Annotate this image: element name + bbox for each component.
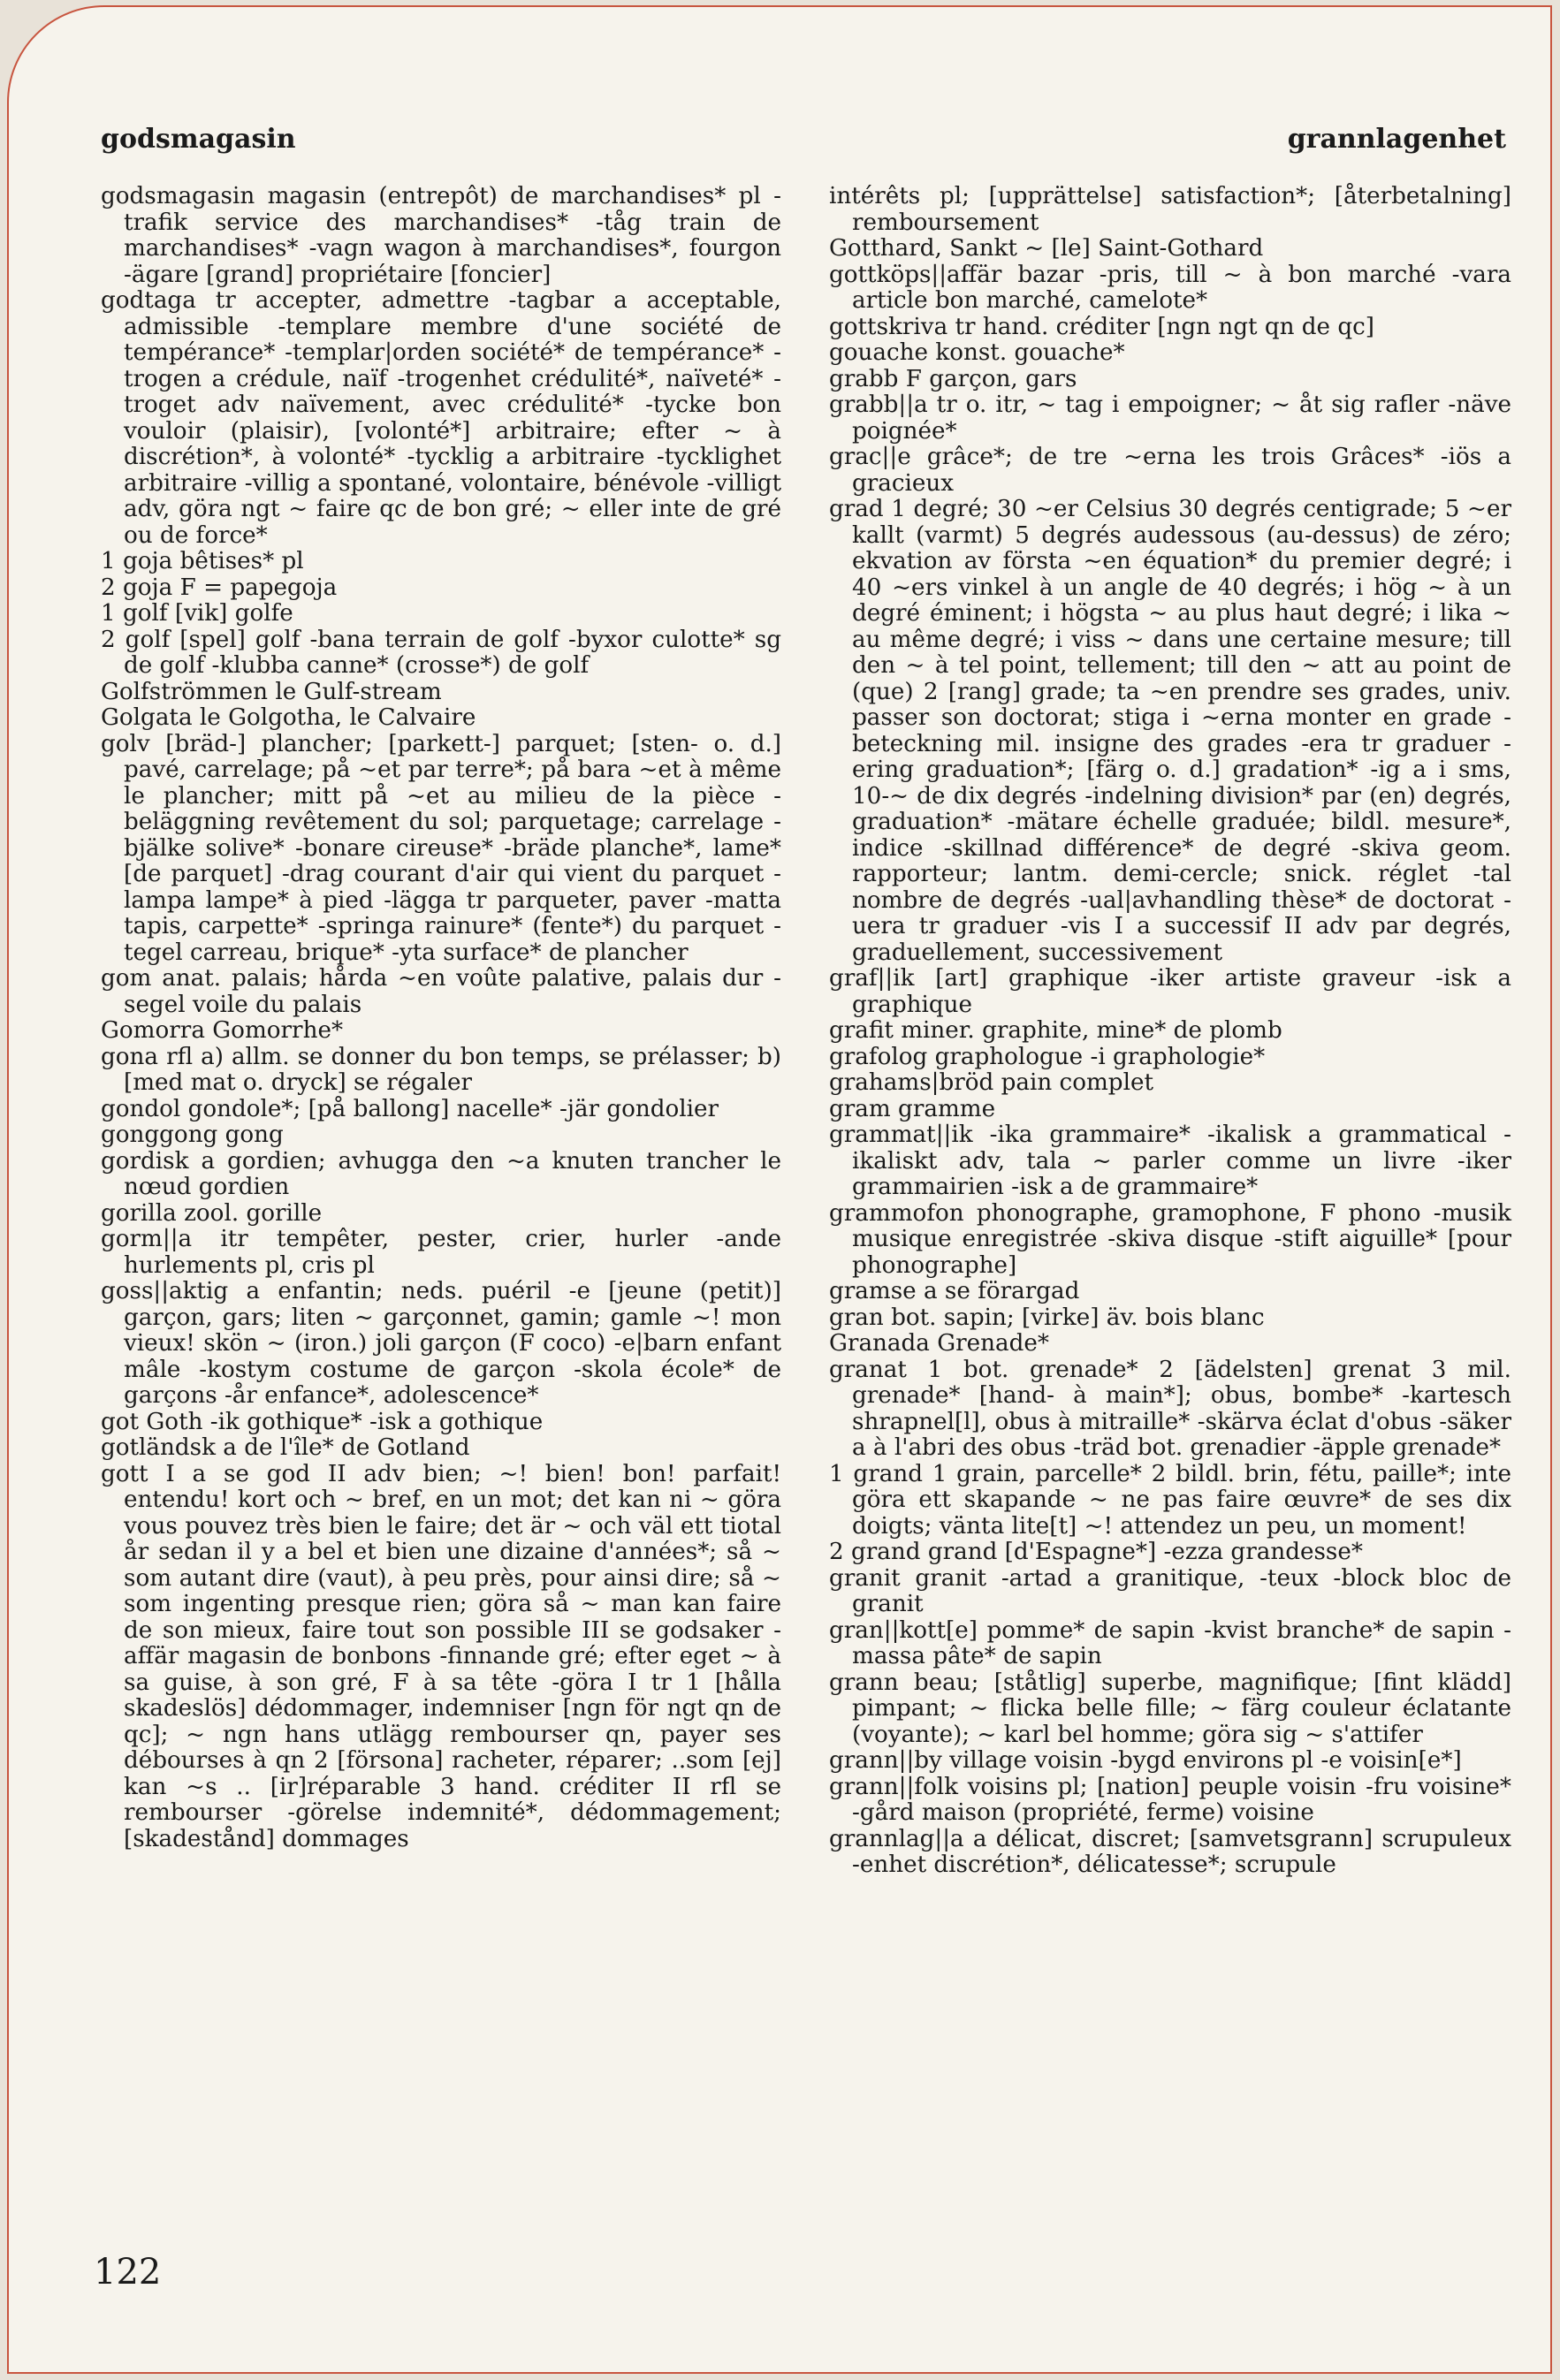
dictionary-entry: gona rfl a) allm. se donner du bon temps, se prélasser; b) [med mat o. dryck] se régaler — [101, 1043, 781, 1096]
dictionary-entry: 2 golf [spel] golf -bana terrain de golf -byxor culotte* sg de golf -klubba canne* (crosse*) de golf — [101, 626, 781, 679]
dictionary-entry: Gomorra Gomorrhe* — [101, 1017, 344, 1044]
dictionary-entry: 1 golf [vik] golfe — [101, 600, 293, 627]
dictionary-entry: graf||ik [art] graphique -iker artiste graveur -isk a graphique — [829, 965, 1511, 1018]
dictionary-entry: gordisk a gordien; avhugga den ~a knuten trancher le nœud gordien — [101, 1147, 781, 1200]
dictionary-entry: gom anat. palais; hårda ~en voûte palative, palais dur -segel voile du palais — [101, 965, 781, 1018]
dictionary-entry: gottskriva tr hand. créditer [ngn ngt qn de qc] — [829, 313, 1375, 340]
dictionary-entry: gram gramme — [829, 1095, 996, 1122]
running-head-right: grannlagenhet — [1287, 124, 1506, 155]
right-column — [829, 184, 1511, 1879]
dictionary-entry: grabb||a tr o. itr, ~ tag i empoigner; ~ åt sig rafler -näve poignée* — [829, 392, 1511, 445]
dictionary-entry: grad 1 degré; 30 ~er Celsius 30 degrés centigrade; 5 ~er kallt (varmt) 5 degrés audessous (au-dessus) de zéro; ekvation av första ~en équation* du premier degré; i 40 ~ers vinkel à un angle de 40 degrés; i hög ~ à un degré éminent; i högsta ~ au plus haut degré; i lika ~ au même degré; i viss ~ dans une certaine mesure; till den ~ à tel point, tellement; till den ~ att au point de (que) 2 [rang] grade; ta ~en prendre ses grades, univ. passer son doctorat; stiga i ~erna monter en grade -beteckning mil. insigne des grades -era tr graduer -ering graduation*; [färg o. d.] gradation* -ig a i sms, 10-~ de dix degrés -indelning division* par (en) degrés, graduation* -mätare échelle graduée; bildl. mesure*, indice -skillnad différence* de degré -skiva geom. rapporteur; lantm. demi-cercle; snick. réglet -tal nombre de degrés -ual|avhandling thèse* de doctorat -uera tr graduer -vis I a successif II adv par degrés, graduellement, successivement — [829, 496, 1511, 966]
running-head-left: godsmagasin — [101, 124, 296, 155]
dictionary-entry: grann||by village voisin -bygd environs pl -e voisin[e*] — [829, 1747, 1462, 1774]
dictionary-entry: gondol gondole*; [på ballong] nacelle* -jär gondolier — [101, 1095, 719, 1122]
dictionary-entry: gorm||a itr tempêter, pester, crier, hurler -ande hurlements pl, cris pl — [101, 1226, 781, 1279]
dictionary-entry: gran bot. sapin; [virke] äv. bois blanc — [829, 1304, 1265, 1331]
dictionary-entry: godsmagasin magasin (entrepôt) de marchandises* pl -trafik service des marchandises* -tåg train de marchandises* -vagn wagon à marchandises*, fourgon -ägare [grand] propriétaire [foncier] — [101, 183, 781, 288]
dictionary-entry: Gotthard, Sankt ~ [le] Saint-Gothard — [829, 235, 1264, 262]
dictionary-entry: Golfströmmen le Gulf-stream — [101, 678, 442, 705]
dictionary-page — [7, 5, 1552, 2374]
dictionary-entry: goss||aktig a enfantin; neds. puéril -e [jeune (petit)] garçon, gars; liten ~ garçonnet, gamin; gamle ~! mon vieux! skön ~ (iron.) joli garçon (F coco) -e|barn enfant mâle -kostym costume de garçon -skola école* de garçons -år enfance*, adolescence* — [101, 1278, 781, 1409]
dictionary-entry: grahams|bröd pain complet — [829, 1069, 1153, 1096]
dictionary-entry: grann beau; [ståtlig] superbe, magnifique; [fint klädd] pimpant; ~ flicka belle fille; ~ färg couleur éclatante (voyante); ~ karl bel homme; göra sig ~ s'attifer — [829, 1669, 1511, 1748]
dictionary-entry: 1 goja bêtises* pl — [101, 548, 304, 574]
dictionary-entry: 2 goja F = papegoja — [101, 574, 338, 601]
left-column — [101, 184, 781, 1852]
dictionary-entry: 1 grand 1 grain, parcelle* 2 bildl. brin, fétu, paille*; inte göra ett skapande ~ ne pas faire œuvre* de ses dix doigts; vänta lite[t] ~! attendez un peu, un moment! — [829, 1460, 1511, 1540]
dictionary-entry: gott I a se god II adv bien; ~! bien! bon! parfait! entendu! kort och ~ bref, en un mot; det kan ni ~ göra vous pouvez très bien le faire; det är ~ och väl ett tiotal år sedan il y a bel et bien une dizaine d'années*; så ~ som autant dire (vaut), à peu près, pour ainsi dire; så ~ som ingenting presque rien; göra så ~ man kan faire de son mieux, faire tout son possible III se godsaker -affär magasin de bonbons -finnande gré; efter eget ~ à sa guise, à son gré, F à sa tête -göra I tr 1 [hålla skadeslös] dédommager, indemniser [ngn för ngt qn de qc]; ~ ngn hans utlägg rembourser qn, payer ses débourses à qn 2 [försona] racheter, réparer; ..som [ej] kan ~s .. [ir]réparable 3 hand. créditer II rfl se rembourser -görelse indemnité*, dédommagement; [skadestånd] dommages — [101, 1460, 781, 1852]
dictionary-entry: gotländsk a de l'île* de Gotland — [101, 1434, 470, 1461]
dictionary-entry: grannlag||a a délicat, discret; [samvetsgrann] scrupuleux -enhet discrétion*, délicatesse*; scrupule — [829, 1825, 1511, 1878]
dictionary-entry: gottköps||affär bazar -pris, till ~ à bon marché -vara article bon marché, camelote* — [829, 261, 1511, 314]
dictionary-entry: gran||kott[e] pomme* de sapin -kvist branche* de sapin -massa pâte* de sapin — [829, 1616, 1511, 1669]
dictionary-entry: grafit miner. graphite, mine* de plomb — [829, 1017, 1282, 1044]
dictionary-entry: gramse a se förargad — [829, 1278, 1080, 1304]
dictionary-entry: grafolog graphologue -i graphologie* — [829, 1043, 1266, 1070]
dictionary-entry: grabb F garçon, gars — [829, 365, 1077, 392]
dictionary-entry: 2 grand grand [d'Espagne*] -ezza grandesse* — [829, 1539, 1363, 1565]
dictionary-entry: golv [bräd-] plancher; [parkett-] parquet; [sten- o. d.] pavé, carrelage; på ~et par terre*; på bara ~et à même le plancher; mitt på ~et au milieu de la pièce -beläggning revêtement du sol; parquetage; carrelage -bjälke solive* -bonare cireuse* -bräde planche*, lame* [de parquet] -drag courant d'air qui vient du parquet -lampa lampe* à pied -lägga tr parqueter, paver -matta tapis, carpette* -springa rainure* (fente*) du parquet -tegel carreau, brique* -yta surface* de plancher — [101, 730, 781, 966]
dictionary-entry: grammofon phonographe, gramophone, F phono -musik musique enregistrée -skiva disque -stift aiguille* [pour phonographe] — [829, 1199, 1511, 1279]
dictionary-entry: gorilla zool. gorille — [101, 1199, 323, 1227]
dictionary-entry: Golgata le Golgotha, le Calvaire — [101, 704, 476, 731]
dictionary-entry: Granada Grenade* — [829, 1330, 1049, 1357]
dictionary-entry: grammat||ik -ika grammaire* -ikalisk a grammatical -ikaliskt adv, tala ~ parler comme un livre -iker grammairien -isk a de grammaire* — [829, 1122, 1511, 1200]
dictionary-entry: gouache konst. gouache* — [829, 339, 1125, 366]
dictionary-entry: gonggong gong — [101, 1122, 284, 1148]
dictionary-entry: granat 1 bot. grenade* 2 [ädelsten] grenat 3 mil. grenade* [hand- à main*]; obus, bombe* -kartesch shrapnel[l], obus à mitraille* -skärva éclat d'obus -säker a à l'abri des obus -träd bot. grenadier -äpple grenade* — [829, 1356, 1511, 1461]
dictionary-entry: granit granit -artad a granitique, -teux -block bloc de granit — [829, 1564, 1511, 1617]
dictionary-entry: intérêts pl; [upprättelse] satisfaction*; [återbetalning] remboursement — [829, 183, 1511, 236]
dictionary-entry: grac||e grâce*; de tre ~erna les trois Grâces* -iös a gracieux — [829, 444, 1511, 497]
page-number: 122 — [94, 2252, 162, 2293]
dictionary-entry: grann||folk voisins pl; [nation] peuple voisin -fru voisine* -gård maison (propriété, ferme) voisine — [829, 1773, 1511, 1826]
dictionary-entry: godtaga tr accepter, admettre -tagbar a acceptable, admissible -templare membre d'une société de tempérance* -templar|orden société* de tempérance* -trogen a crédule, naïf -trogenhet crédulité*, naïveté* -troget adv naïvement, avec crédulité* -tycke bon vouloir (plaisir), [volonté*] arbitraire; efter ~ à discrétion*, à volonté* -tycklig a arbitraire -tycklighet arbitraire -villig a spontané, volontaire, bénévole -villigt adv, göra ngt ~ faire qc de bon gré; ~ eller inte de gré ou de force* — [101, 287, 781, 549]
dictionary-entry: got Goth -ik gothique* -isk a gothique — [101, 1408, 544, 1435]
